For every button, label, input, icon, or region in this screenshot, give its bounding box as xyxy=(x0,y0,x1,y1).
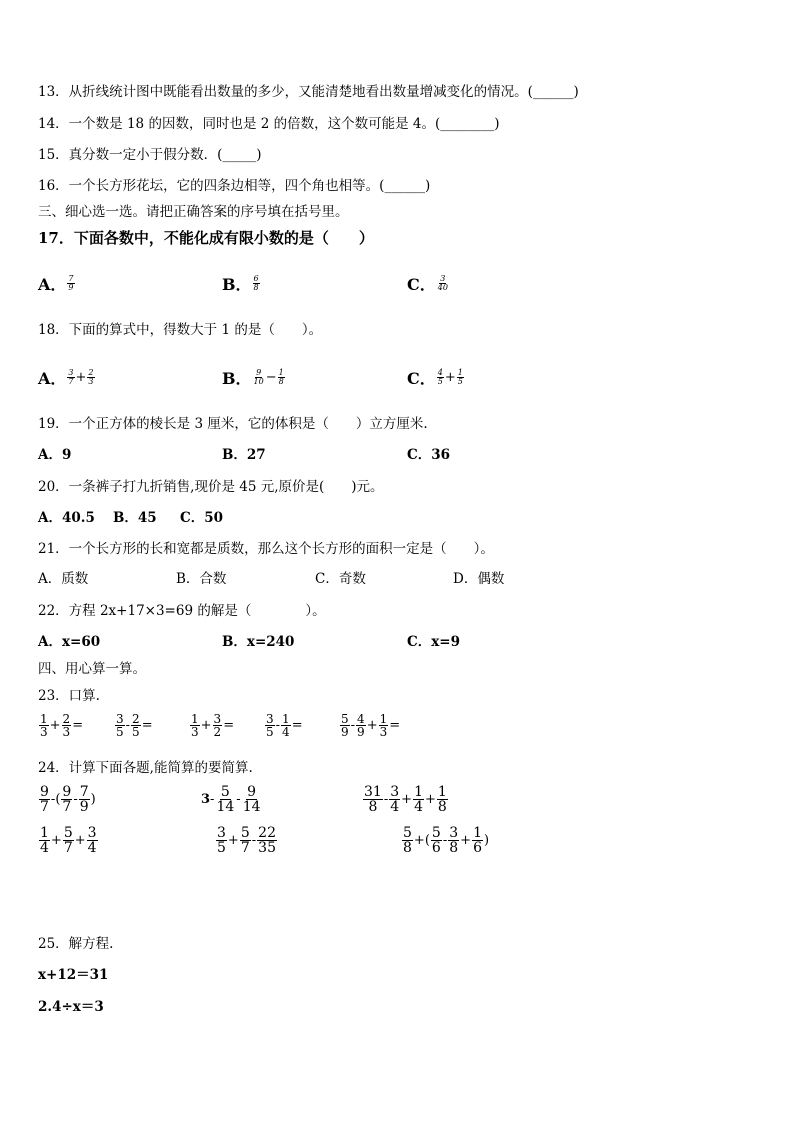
fraction: $\frac{3}{40}$ xyxy=(437,274,448,292)
fraction: $\frac{5}{7}$ xyxy=(63,825,73,856)
fraction: $\frac{3}{2}$ xyxy=(213,712,222,739)
operator: - xyxy=(442,833,448,848)
fraction: $\frac{3}{4}$ xyxy=(390,784,400,815)
q23-item-4 xyxy=(264,713,303,738)
fraction: $\frac{1}{3}$ xyxy=(191,712,199,739)
q23-item-5 xyxy=(339,713,400,738)
question-13: 13．从折线统计图中既能看出数量的多少，又能清楚地看出数量增减变化的情况。(______) xyxy=(38,84,579,100)
equals-sign: = xyxy=(389,718,401,733)
fraction: $\frac{2}{5}$ xyxy=(132,712,140,739)
operator: + xyxy=(413,833,425,848)
q17-option-a xyxy=(38,272,76,295)
fraction: $\frac{9}{10}$ xyxy=(253,368,264,386)
question-17-stem: 17．下面各数中，不能化成有限小数的是（ ） xyxy=(38,229,374,247)
fraction: $\frac{22}{35}$ xyxy=(258,825,276,856)
operator: + xyxy=(460,833,472,848)
section-3-heading: 三、细心选一选。请把正确答案的序号填在括号里。 xyxy=(38,204,349,220)
fraction: $\frac{5}{8}$ xyxy=(403,825,412,856)
q20-option-c: C．50 xyxy=(180,510,224,526)
question-21-stem: 21．一个长方形的长和宽都是质数，那么这个长方形的面积一定是（ ）。 xyxy=(38,541,494,557)
fraction: $\frac{1}{5}$ xyxy=(457,368,463,386)
q24-expression-2 xyxy=(201,785,263,814)
operator: - xyxy=(50,792,56,807)
section-4-heading: 四、用心算一算。 xyxy=(38,661,146,677)
fraction: $\frac{1}{8}$ xyxy=(437,784,447,815)
q24-expression-5 xyxy=(215,826,278,855)
fraction: $\frac{5}{9}$ xyxy=(341,712,349,739)
q17-option-c xyxy=(407,272,450,295)
fraction: $\frac{1}{4}$ xyxy=(414,784,423,815)
operator: − xyxy=(265,370,277,385)
left-paren: ( xyxy=(424,833,430,848)
q20-option-b: B．45 xyxy=(113,510,157,526)
question-18-stem: 18．下面的算式中，得数大于 1 的是（ ）。 xyxy=(38,322,323,338)
fraction: $\frac{9}{14}$ xyxy=(242,784,261,815)
fraction: $\frac{5}{6}$ xyxy=(431,825,441,856)
operator: - xyxy=(275,718,281,733)
q24-expression-3 xyxy=(362,785,449,814)
question-16: 16．一个长方形花坛，它的四条边相等，四个角也相等。(______) xyxy=(38,178,431,194)
option-label: C． xyxy=(407,275,436,294)
fraction: $\frac{1}{4}$ xyxy=(40,825,49,856)
question-23-stem: 23．口算. xyxy=(38,688,100,704)
operator: + xyxy=(444,370,456,385)
operator: + xyxy=(75,370,87,385)
q24-expression-1 xyxy=(38,785,96,814)
fraction: $\frac{3}{5}$ xyxy=(217,825,226,856)
operator: + xyxy=(366,718,378,733)
fraction: $\frac{3}{5}$ xyxy=(266,712,274,739)
equation-2: 2.4÷x＝3 xyxy=(38,999,104,1015)
fraction: $\frac{7}{9}$ xyxy=(79,784,89,815)
operator: - xyxy=(236,792,241,807)
fraction: $\frac{2}{3}$ xyxy=(62,712,71,739)
equals-sign: = xyxy=(72,718,84,733)
operator: - xyxy=(383,792,389,807)
question-22-stem: 22．方程 2x+17×3=69 的解是（ ）。 xyxy=(38,603,326,619)
q21-option-d: D．偶数 xyxy=(453,571,505,587)
q23-item-1 xyxy=(38,713,83,738)
left-paren: ( xyxy=(55,792,61,807)
fraction: $\frac{1}{8}$ xyxy=(278,368,284,386)
q19-option-b: B．27 xyxy=(222,447,266,463)
fraction: $\frac{5}{14}$ xyxy=(216,784,235,815)
fraction: $\frac{3}{7}$ xyxy=(68,368,74,386)
fraction: $\frac{7}{9}$ xyxy=(68,274,74,292)
fraction: $\frac{3}{5}$ xyxy=(116,712,124,739)
operator: - xyxy=(350,718,356,733)
question-14: 14．一个数是 18 的因数，同时也是 2 的倍数，这个数可能是 4。(________) xyxy=(38,116,500,132)
q19-option-c: C．36 xyxy=(407,447,451,463)
question-15: 15．真分数一定小于假分数．(_____) xyxy=(38,147,262,163)
q19-option-a: A．9 xyxy=(38,447,72,463)
q18-option-c xyxy=(407,366,465,389)
fraction: $\frac{3}{8}$ xyxy=(449,825,459,856)
fraction: $\frac{9}{7}$ xyxy=(40,784,49,815)
equals-sign: = xyxy=(223,718,235,733)
operator: + xyxy=(50,833,62,848)
fraction: $\frac{4}{9}$ xyxy=(357,712,365,739)
operator: + xyxy=(424,792,436,807)
fraction: $\frac{2}{3}$ xyxy=(88,368,94,386)
fraction: $\frac{1}{3}$ xyxy=(40,712,48,739)
q17-option-b xyxy=(222,272,261,295)
q21-option-a: A．质数 xyxy=(38,571,89,587)
option-label: B． xyxy=(222,275,252,294)
question-19-stem: 19．一个正方体的棱长是 3 厘米，它的体积是（ ）立方厘米. xyxy=(38,416,428,432)
q22-option-c: C．x=9 xyxy=(407,634,460,650)
operator: + xyxy=(200,718,212,733)
operator: - xyxy=(210,792,215,807)
right-paren: ) xyxy=(90,792,96,807)
q18-option-a xyxy=(38,366,96,389)
operator: - xyxy=(125,718,131,733)
fraction: $\frac{9}{7}$ xyxy=(62,784,72,815)
q24-expression-4 xyxy=(38,826,99,855)
operator: + xyxy=(227,833,239,848)
option-label: A． xyxy=(38,369,67,388)
question-20-stem: 20．一条裤子打九折销售,现价是 45 元,原价是( )元。 xyxy=(38,479,384,495)
option-label: A． xyxy=(38,275,67,294)
q23-item-2 xyxy=(114,713,153,738)
q23-item-3 xyxy=(189,713,234,738)
operator: + xyxy=(401,792,413,807)
equals-sign: = xyxy=(291,718,303,733)
option-label: B． xyxy=(222,369,252,388)
q22-option-b: B．x=240 xyxy=(222,634,295,650)
operator: - xyxy=(73,792,78,807)
option-label: C． xyxy=(407,369,436,388)
fraction: $\frac{1}{6}$ xyxy=(473,825,482,856)
equals-sign: = xyxy=(141,718,153,733)
operator: - xyxy=(251,833,257,848)
fraction: $\frac{5}{7}$ xyxy=(240,825,250,856)
question-24-stem: 24．计算下面各题,能简算的要简算. xyxy=(38,760,253,776)
fraction: $\frac{3}{4}$ xyxy=(87,825,97,856)
operator: + xyxy=(49,718,61,733)
q21-option-b: B．合数 xyxy=(176,571,227,587)
fraction: $\frac{6}{8}$ xyxy=(253,274,259,292)
q20-option-a: A．40.5 xyxy=(38,510,95,526)
q24-expression-6 xyxy=(401,826,489,855)
fraction: $\frac{4}{5}$ xyxy=(437,368,443,386)
fraction: $\frac{31}{8}$ xyxy=(364,784,382,815)
fraction: $\frac{1}{3}$ xyxy=(379,712,388,739)
fraction: $\frac{1}{4}$ xyxy=(282,712,290,739)
whole-number: 3 xyxy=(201,792,211,807)
q21-option-c: C．奇数 xyxy=(315,571,366,587)
q18-option-b xyxy=(222,366,286,389)
q22-option-a: A．x=60 xyxy=(38,634,101,650)
equation-1: x+12＝31 xyxy=(38,967,109,983)
right-paren: ) xyxy=(483,833,490,848)
question-25-stem: 25．解方程. xyxy=(38,936,114,952)
operator: + xyxy=(74,833,86,848)
